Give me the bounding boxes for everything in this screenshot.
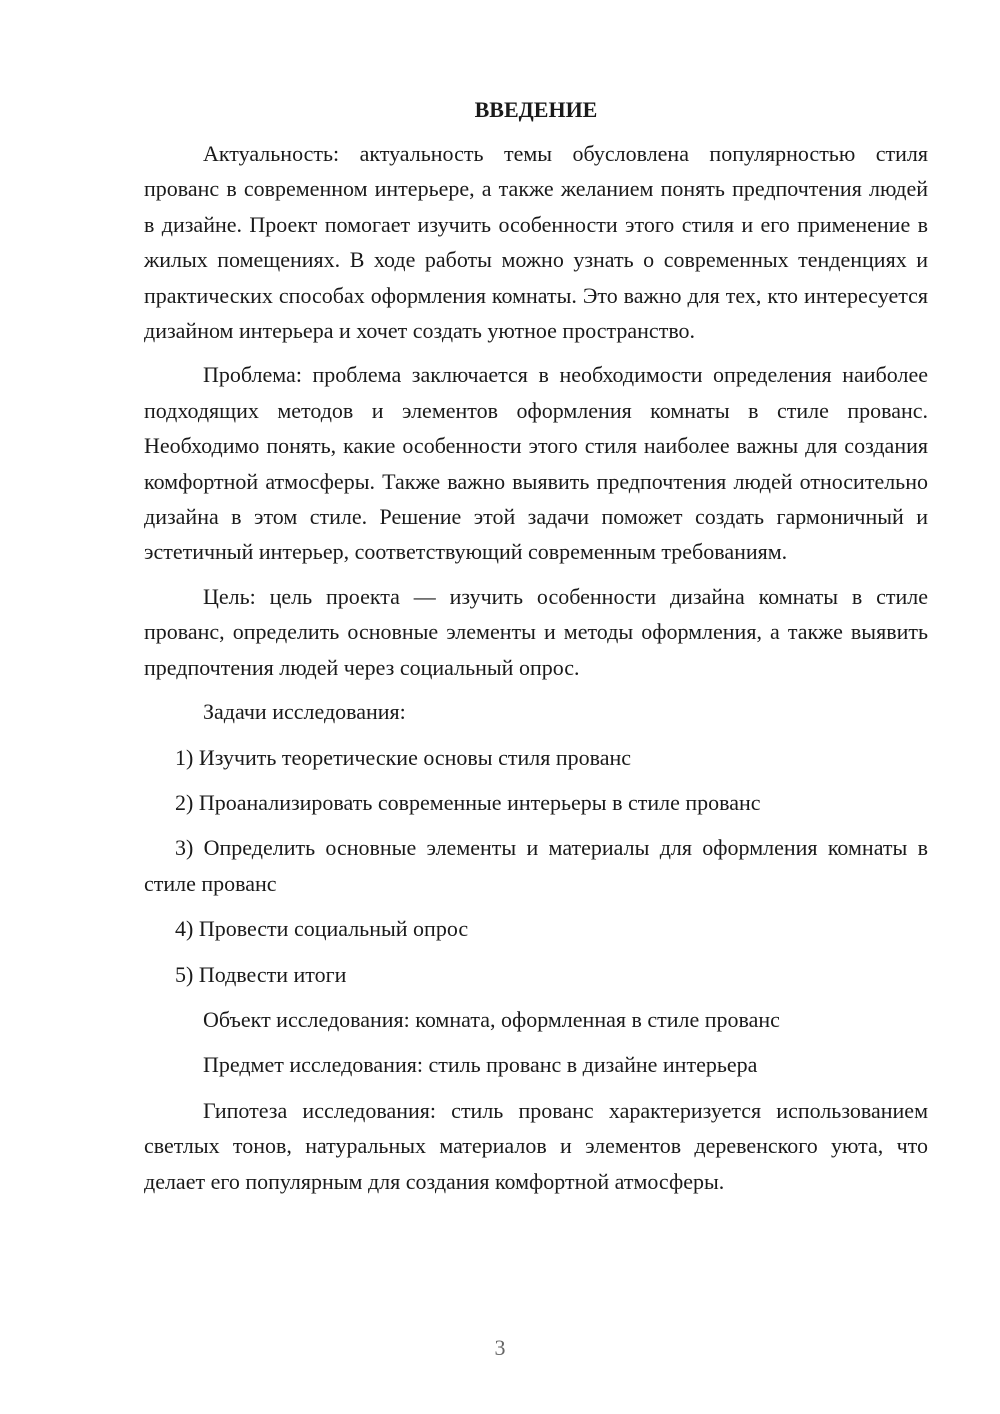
problem-paragraph: Проблема: проблема заключается в необходимости определения наиболее подходящих методов и элементов оформления комнаты в стиле прованс. Необходимо понять, какие особенности этого стиля наиболее важны для создания комфортной атмосферы. Также важно выявить предпочтения людей относительно дизайна в этом стиле. Решение этой задачи поможет создать гармоничный и эстетичный интерьер, соответствующий современным требованиям.: [144, 362, 928, 565]
task-item-2: 2) Проанализировать современные интерьеры в стиле прованс: [175, 789, 761, 815]
research-object-paragraph: Объект исследования: комната, оформленная в стиле прованс: [203, 1006, 780, 1032]
page-number: 3: [494, 1335, 506, 1360]
hypothesis-paragraph: Гипотеза исследования: стиль прованс характеризуется использованием светлых тонов, натуральных материалов и элементов деревенского уюта, что делает его популярным для создания комфортной атмосферы.: [144, 1097, 928, 1194]
relevance-paragraph: Актуальность: актуальность темы обусловлена популярностью стиля прованс в современном интерьере, а также желанием понять предпочтения людей в дизайне. Проект помогает изучить особенности этого стиля и его применение в жилых помещениях. В ходе работы можно узнать о современных тенденциях и практических способах оформления комнаты. Это важно для тех, кто интересуется дизайном интерьера и хочет создать уютное пространство.: [144, 141, 928, 344]
section-title: ВВЕДЕНИЕ: [474, 97, 598, 122]
research-subject-paragraph: Предмет исследования: стиль прованс в дизайне интерьера: [203, 1052, 758, 1078]
task-item-5: 5) Подвести итоги: [175, 961, 347, 987]
goal-paragraph: Цель: цель проекта — изучить особенности дизайна комнаты в стиле прованс, определить основные элементы и методы оформления, а также выявить предпочтения людей через социальный опрос.: [144, 583, 928, 680]
task-item-1: 1) Изучить теоретические основы стиля прованс: [175, 744, 632, 770]
task-item-3: 3) Определить основные элементы и материалы для оформления комнаты в стиле прованс: [144, 835, 928, 896]
document-page: [144, 94, 928, 1208]
task-item-4: 4) Провести социальный опрос: [175, 916, 469, 942]
tasks-heading: Задачи исследования:: [203, 699, 406, 725]
